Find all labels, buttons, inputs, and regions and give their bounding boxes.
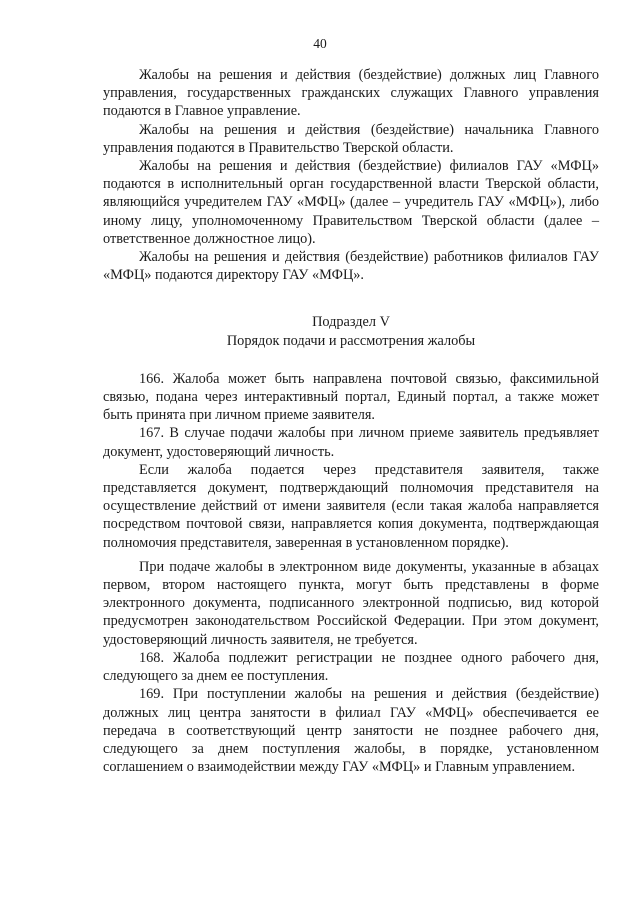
- paragraph-complaints-mfc-employees: Жалобы на решения и действия (бездействие) работников филиалов ГАУ «МФЦ» подаются директору ГАУ «МФЦ».: [103, 249, 599, 284]
- paragraph-complaints-head: Жалобы на решения и действия (бездействие) начальника Главного управления подаются в Правительство Тверской области.: [103, 121, 599, 156]
- section-label: Подраздел V: [312, 314, 390, 331]
- document-body: [103, 66, 599, 776]
- paragraph-168: 168. Жалоба подлежит регистрации не позднее одного рабочего дня, следующего за днем ее поступления.: [103, 649, 599, 685]
- section-title: Порядок подачи и рассмотрения жалобы: [226, 332, 476, 349]
- paragraph-166: 166. Жалоба может быть направлена почтовой связью, факсимильной связью, подана через интерактивный портал, Единый портал, а также может быть принята при личном приеме заявителя.: [103, 370, 599, 424]
- paragraph-167-representative: Если жалоба подается через представителя заявителя, также представляется документ, подтверждающий полномочия представителя на осуществление действий от имени заявителя (если такая жалоба направляется посредством почтовой связи, направляется копия документа, подтверждающая полномочия представителя, заверенная в установленном порядке).: [103, 461, 599, 551]
- paragraph-complaints-mfc-branches: Жалобы на решения и действия (бездействие) филиалов ГАУ «МФЦ» подаются в исполнительный орган государственной власти Тверской области, являющийся учредителем ГАУ «МФЦ» (далее – учредитель ГАУ «МФЦ»), либо иному лицу, уполномоченному Правительством Тверской области (далее – ответственное должностное лицо).: [103, 158, 599, 247]
- paragraph-167-electronic: При подаче жалобы в электронном виде документы, указанные в абзацах первом, втором настоящего пункта, могут быть представлены в форме электронного документа, подписанного электронной подписью, вид которой предусмотрен законодательством Российской Федерации. При этом документ, удостоверяющий личность заявителя, не требуется.: [103, 558, 599, 648]
- paragraph-169: 169. При поступлении жалобы на решения и действия (бездействие) должных лиц центра занятости в филиал ГАУ «МФЦ» обеспечивается ее передача в соответствующий центр занятости не позднее рабочего дня, следующего за днем поступления жалобы, в порядке, установленном соглашением о взаимодействии между ГАУ «МФЦ» и Главным управлением.: [103, 686, 599, 776]
- paragraph-167: 167. В случае подачи жалобы при личном приеме заявитель предъявляет документ, удостоверяющий личность.: [103, 425, 599, 460]
- page-number: 40: [313, 36, 327, 51]
- paragraph-complaints-officials: Жалобы на решения и действия (бездействие) должных лиц Главного управления, государственных гражданских служащих Главного управления подаются в Главное управление.: [103, 67, 599, 120]
